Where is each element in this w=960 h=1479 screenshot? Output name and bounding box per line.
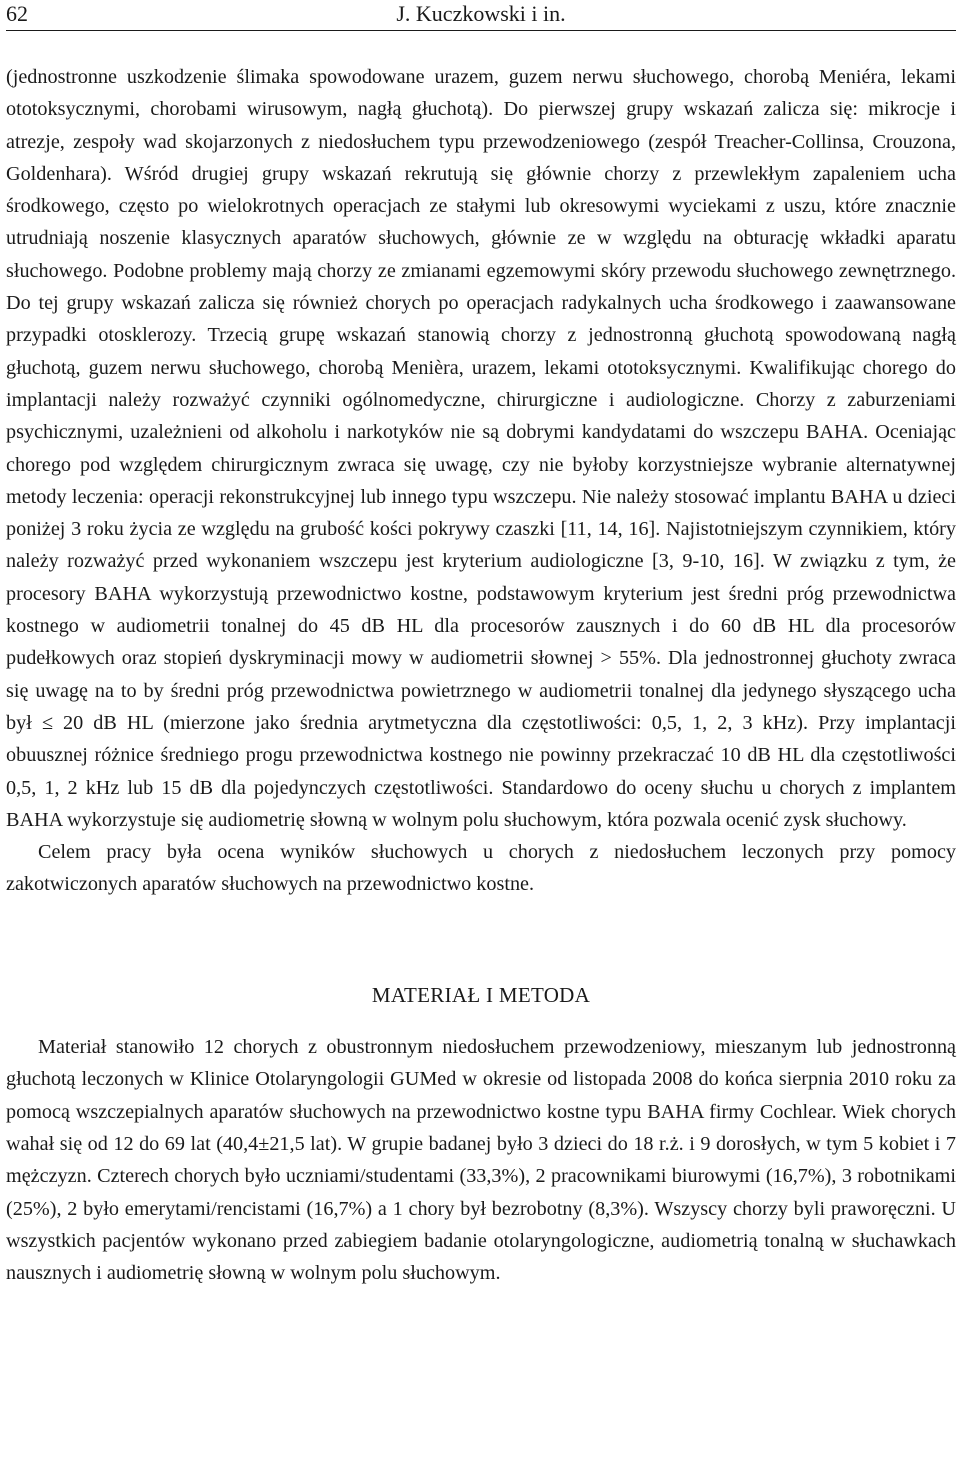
- section-heading: MATERIAŁ I METODA: [371, 982, 591, 1007]
- page-header: [6, 0, 956, 31]
- document-page: [6, 0, 956, 1289]
- section-paragraph: Materiał stanowiło 12 chorych z obustronnym niedosłuchem przewodzeniowy, mieszanym lub jednostronną głuchotą leczonych w Klinice Otolaryngologii GUMed w okresie od listopada 2008 do końca sierpnia 2010 roku za pomocą wszczepialnych aparatów słuchowych na przewodnictwo kostne typu BAHA firmy Cochlear. Wiek chorych wahał się od 12 do 69 lat (40,4±21,5 lat). W grupie badanej było 3 dzieci do 18 r.ż. i 9 dorosłych, w tym 5 kobiet i 7 mężczyzn. Czterech chorych było uczniami/studentami (33,3%), 2 pracownikami biurowymi (16,7%), 3 robotnikami (25%), 2 było emerytami/rencistami (16,7%) a 1 chory był bezrobotny (8,3%). Wszyscy chorzy byli praworęczni. U wszystkich pacjentów wykonano przed zabiegiem badanie otolaryngologiczne, audiometrią tonalną w słuchawkach nausznych i audiometrię słowną w wolnym polu słuchowym.: [6, 1036, 956, 1285]
- running-head: J. Kuczkowski i in.: [396, 1, 566, 26]
- article-body: [6, 61, 956, 1289]
- body-paragraph-2: Celem pracy była ocena wyników słuchowych u chorych z niedosłuchem leczonych przy pomocy zakotwiczonych aparatów słuchowych na przewodnictwo kostne.: [6, 841, 956, 896]
- body-paragraph-1: (jednostronne uszkodzenie ślimaka spowodowane urazem, guzem nerwu słuchowego, chorobą Meniéra, lekami ototoksycznymi, chorobami wirusowym, nagłą głuchotą). Do pierwszej grupy wskazań zalicza się: mikrocje i atrezje, zespoły wad skojarzonych z niedosłuchem typu przewodzeniowego (zespół Treacher-Collinsa, Crouzona, Goldenhara). Wśród drugiej grupy wskazań rekrutują się głównie chorzy z przewlekłym zapaleniem ucha środkowego, często po wielokrotnych operacjach ze stałymi lub okresowymi wyciekami z uszu, które znacznie utrudniają noszenie klasycznych aparatów słuchowych, głównie ze w względu na obturację wkładki aparatu słuchowego. Podobne problemy mają chorzy ze zmianami egzemowymi skóry przewodu słuchowego zewnętrznego. Do tej grupy wskazań zalicza się również chorych po operacjach radykalnych ucha środkowego i zaawansowane przypadki otosklerozy. Trzecią grupę wskazań stanowią chorzy z jednostronną głuchotą spowodowaną nagłą głuchotą, guzem nerwu słuchowego, chorobą Menièra, urazem, lekami ototoksycznymi. Kwalifikując chorego do implantacji należy rozważyć czynniki ogólnomedyczne, chirurgiczne i audiologiczne. Chorzy z zaburzeniami psychicznymi, uzależnieni od alkoholu i narkotyków nie są dobrymi kandydatami do wszczepu BAHA. Oceniając chorego pod względem chirurgicznym zwraca się uwagę, czy nie byłoby korzystniejsze wybranie alternatywnej metody leczenia: operacji rekonstrukcyjnej lub innego typu wszczepu. Nie należy stosować implantu BAHA u dzieci poniżej 3 roku życia ze względu na grubość kości pokrywy czaszki [11, 14, 16]. Najistotniejszym czynnikiem, który należy rozważyć przed wykonaniem wszczepu jest kryterium audiologiczne [3, 9-10, 16]. W związku z tym, że procesory BAHA wykorzystują przewodnictwo kostne, podstawowym kryterium jest średni próg przewodnictwa kostnego w audiometrii tonalnej do 45 dB HL dla procesorów zausznych i do 60 dB HL dla procesorów pudełkowych oraz stopień dyskryminacji mowy w audiometrii słownej > 55%. Dla jednostronnej głuchoty zwraca się uwagę na to by średni próg przewodnictwa powietrznego w audiometrii tonalnej dla jedynego słyszącego ucha był ≤ 20 dB HL (mierzone jako średnia arytmetyczna dla częstotliwości: 0,5, 1, 2, 3 kHz). Przy implantacji obuusznej różnice średniego progu przewodnictwa kostnego nie powinny przekraczać 10 dB HL dla częstotliwości 0,5, 1, 2 kHz lub 15 dB dla pojedynczych częstotliwości. Standardowo do oceny słuchu u chorych z implantem BAHA wykorzystuje się audiometrię słowną w wolnym polu słuchowym, która pozwala ocenić zysk słuchowy.: [6, 66, 956, 831]
- page-number: 62: [6, 1, 28, 26]
